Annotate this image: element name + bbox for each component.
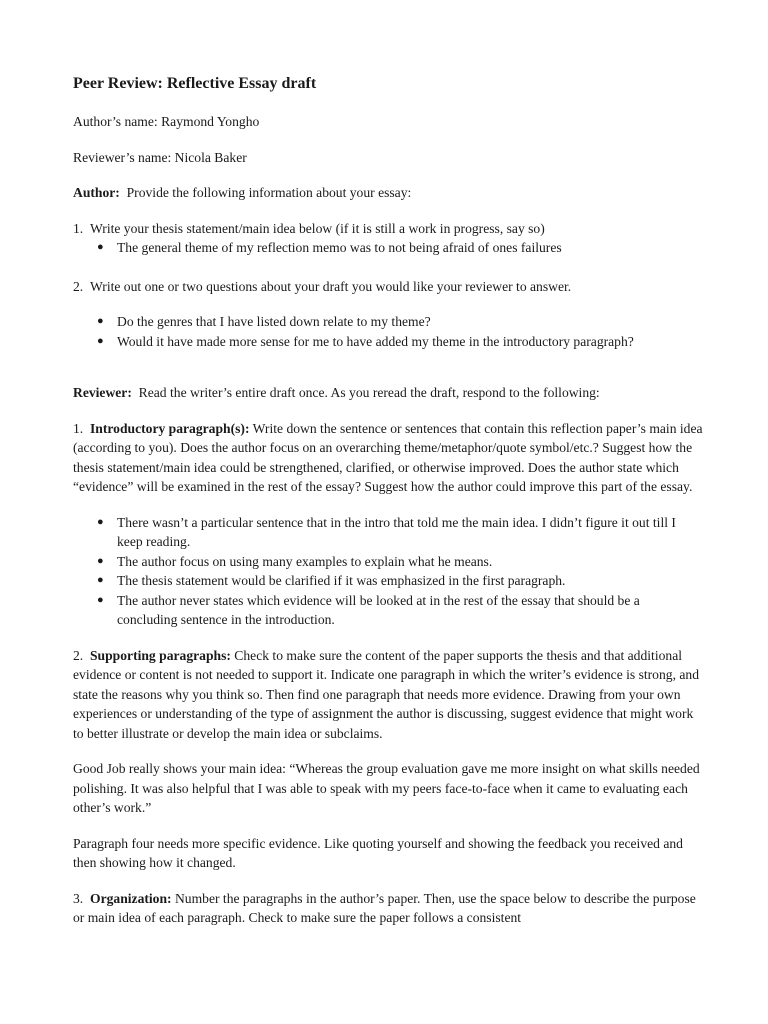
author-question-2-answers xyxy=(73,312,703,351)
bullet-icon: ● xyxy=(97,334,104,347)
list-item: ● There wasn’t a particular sentence that in the intro that told me the main idea. I didn’t figure it out till I keep reading. xyxy=(97,514,676,549)
bullet-icon: ● xyxy=(97,315,104,327)
reviewer-question-1-text: Write down the sentence or sentences that contain this reflection paper’s main idea (according to you). Does the author focus on an overarching theme/metaphor/quote symbol/etc.? Suggest how the thesis statement/main idea could be strengthened, clarified, or otherwise improved. Does the author state which “evidence” will be examined in the rest of the essay? Suggest how the author could improve this part of the essay. xyxy=(73,420,703,494)
author-question-2 xyxy=(73,277,703,297)
document-page xyxy=(73,73,703,928)
reviewer-instructions xyxy=(73,383,703,403)
list-item: ● The thesis statement would be clarified if it was emphasized in the first paragraph. xyxy=(117,571,703,591)
reviewer-label: Reviewer: xyxy=(73,385,132,400)
author-question-1 xyxy=(73,219,703,239)
document-title: Peer Review: Reflective Essay draft xyxy=(73,75,317,92)
organization-label: Organization: xyxy=(90,890,172,906)
reviewer-response-needs-evidence: Paragraph four needs more specific evidence. Like quoting yourself and showing the feedback you received and then showing how it changed. xyxy=(73,835,683,870)
author-question-1-answers xyxy=(73,238,703,258)
author-question-2-number: 2. xyxy=(73,278,84,294)
bullet-icon: ● xyxy=(97,241,104,253)
author-instructions-text: Provide the following information about your essay: xyxy=(126,185,412,200)
author-instructions xyxy=(73,183,703,203)
author-question-1-text: Write your thesis statement/main idea below (if it is still a work in progress, say so) xyxy=(90,220,545,236)
reviewer-question-2: 2. Supporting paragraphs: Check to make sure the content of the paper supports the thesis and that additional evidence or content is not needed to support it. Indicate one paragraph in which the writer’s evidence is strong, and state the reasons why you think so. Then find one paragraph that needs more evidence. Drawing from your own experiences or understanding of the type of assignment the author is discussing, suggest evidence that might work to better illustrate or develop the main idea or subclaims. xyxy=(73,647,699,741)
reviewer-instructions-text: Read the writer’s entire draft once. As you reread the draft, respond to the following: xyxy=(138,385,600,400)
list-item: ● Do the genres that I have listed down relate to my theme? xyxy=(117,312,703,332)
list-item: ● The author never states which evidence will be looked at in the rest of the essay that should be a concluding sentence in the introduction. xyxy=(97,592,640,627)
reviewer-response-strong-evidence: Good Job really shows your main idea: “Whereas the group evaluation gave me more insight on what skills needed polishing. It was also helpful that I was able to speak with my peers face-to-face when it came to evaluating each other’s work.” xyxy=(73,761,700,815)
reviewer-question-3-text: Number the paragraphs in the author’s paper. Then, use the space below to describe the purpose or main idea of each paragraph. Check to make sure the paper follows a consistent xyxy=(73,890,696,925)
reviewer-name-line: Reviewer’s name: Nicola Baker xyxy=(73,149,247,165)
reviewer-question-3: 3. Organization: Number the paragraphs in the author’s paper. Then, use the space below to describe the purpose or main idea of each paragraph. Check to make sure the paper follows a consistent xyxy=(73,890,696,925)
author-question-2-text: Write out one or two questions about your draft you would like your reviewer to answer. xyxy=(90,278,572,294)
bullet-icon: ● xyxy=(97,593,104,606)
author-label: Author: xyxy=(73,185,120,200)
reviewer-question-2-text: Check to make sure the content of the paper supports the thesis and that additional evidence or content is not needed to support it. Indicate one paragraph in which the writer’s evidence is strong, and state the reasons why you think so. Then find one paragraph that needs more evidence. Drawing from your own experiences or understanding of the type of assignment the author is discussing, suggest evidence that might work to better illustrate or develop the main idea or subclaims. xyxy=(73,647,699,741)
bullet-icon: ● xyxy=(97,574,104,586)
introductory-paragraph-label: Introductory paragraph(s): xyxy=(90,420,250,436)
supporting-paragraphs-label: Supporting paragraphs: xyxy=(90,647,231,663)
bullet-icon: ● xyxy=(97,515,104,528)
list-item: ● The general theme of my reflection memo was to not being afraid of ones failures xyxy=(117,238,703,258)
author-name-line: Author’s name: Raymond Yongho xyxy=(73,114,260,129)
bullet-icon: ● xyxy=(97,554,104,567)
reviewer-question-1: 1. Introductory paragraph(s): Write down the sentence or sentences that contain this reflection paper’s main idea (according to you). Does the author focus on an overarching theme/metaphor/quote symbol/etc.? Suggest how the thesis statement/main idea could be strengthened, clarified, or otherwise improved. Does the author state which “evidence” will be examined in the rest of the essay? Suggest how the author could improve this part of the essay. xyxy=(73,420,703,494)
list-item: ● The author focus on using many examples to explain what he means. xyxy=(117,552,703,572)
reviewer-question-1-answers xyxy=(73,513,703,630)
author-question-1-number: 1. xyxy=(73,220,84,236)
list-item: ● Would it have made more sense for me to have added my theme in the introductory paragraph? xyxy=(117,332,703,352)
